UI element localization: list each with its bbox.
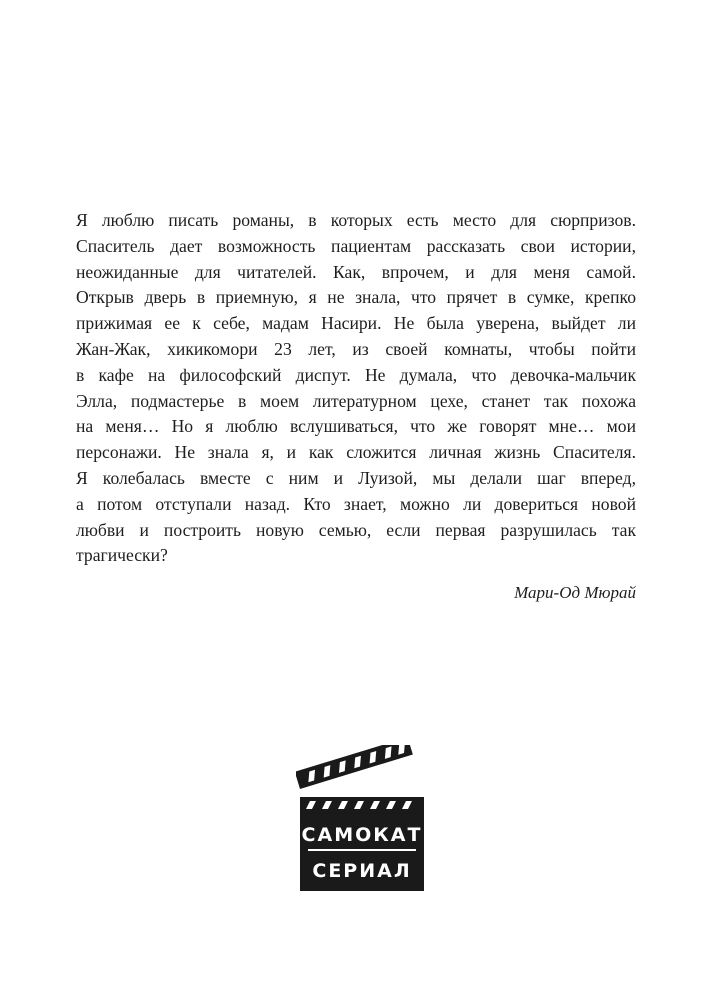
text-line: в кафе на философский диспут. Не думала, что девочка-мальчик — [76, 364, 636, 385]
author-signature: Мари-Од Мюрай — [514, 583, 636, 602]
text-line: любви и построить новую семью, если первая разрушилась так — [76, 519, 636, 540]
text-line: трагически? — [76, 545, 168, 566]
clapperboard-icon — [296, 745, 428, 893]
text-line: персонажи. Не знала я, и как сложится личная жизнь Спасителя. — [76, 442, 636, 463]
text-line: Я люблю писать романы, в которых есть место для сюрпризов. — [76, 210, 636, 230]
samokat-serial-logo — [296, 745, 428, 893]
text-line: Спаситель дает возможность пациентам рассказать свои истории, — [76, 235, 636, 256]
text-line: Открыв дверь в приемную, я не знала, что прячет в сумке, крепко — [76, 287, 636, 308]
text-line: а потом отступали назад. Кто знает, можно ли довериться новой — [76, 493, 636, 514]
preface-text — [76, 208, 636, 569]
text-line: на меня… Но я люблю вслушиваться, что же говорят мне… мои — [76, 416, 636, 437]
logo-line-serial: СЕРИАЛ — [312, 860, 412, 882]
text-line: Я колебалась вместе с ним и Луизой, мы делали шаг вперед, — [76, 467, 636, 488]
text-line: прижимая ее к себе, мадам Насири. Не была уверена, выйдет ли — [76, 313, 636, 334]
text-line: неожиданные для читателей. Как, впрочем, и для меня самой. — [76, 261, 636, 282]
text-line: Жан-Жак, хикикомори 23 лет, из своей комнаты, чтобы пойти — [76, 338, 636, 359]
text-line: Элла, подмастерье в моем литературном цехе, станет так похожа — [76, 390, 636, 411]
logo-line-samokat: САМОКАТ — [301, 824, 423, 846]
